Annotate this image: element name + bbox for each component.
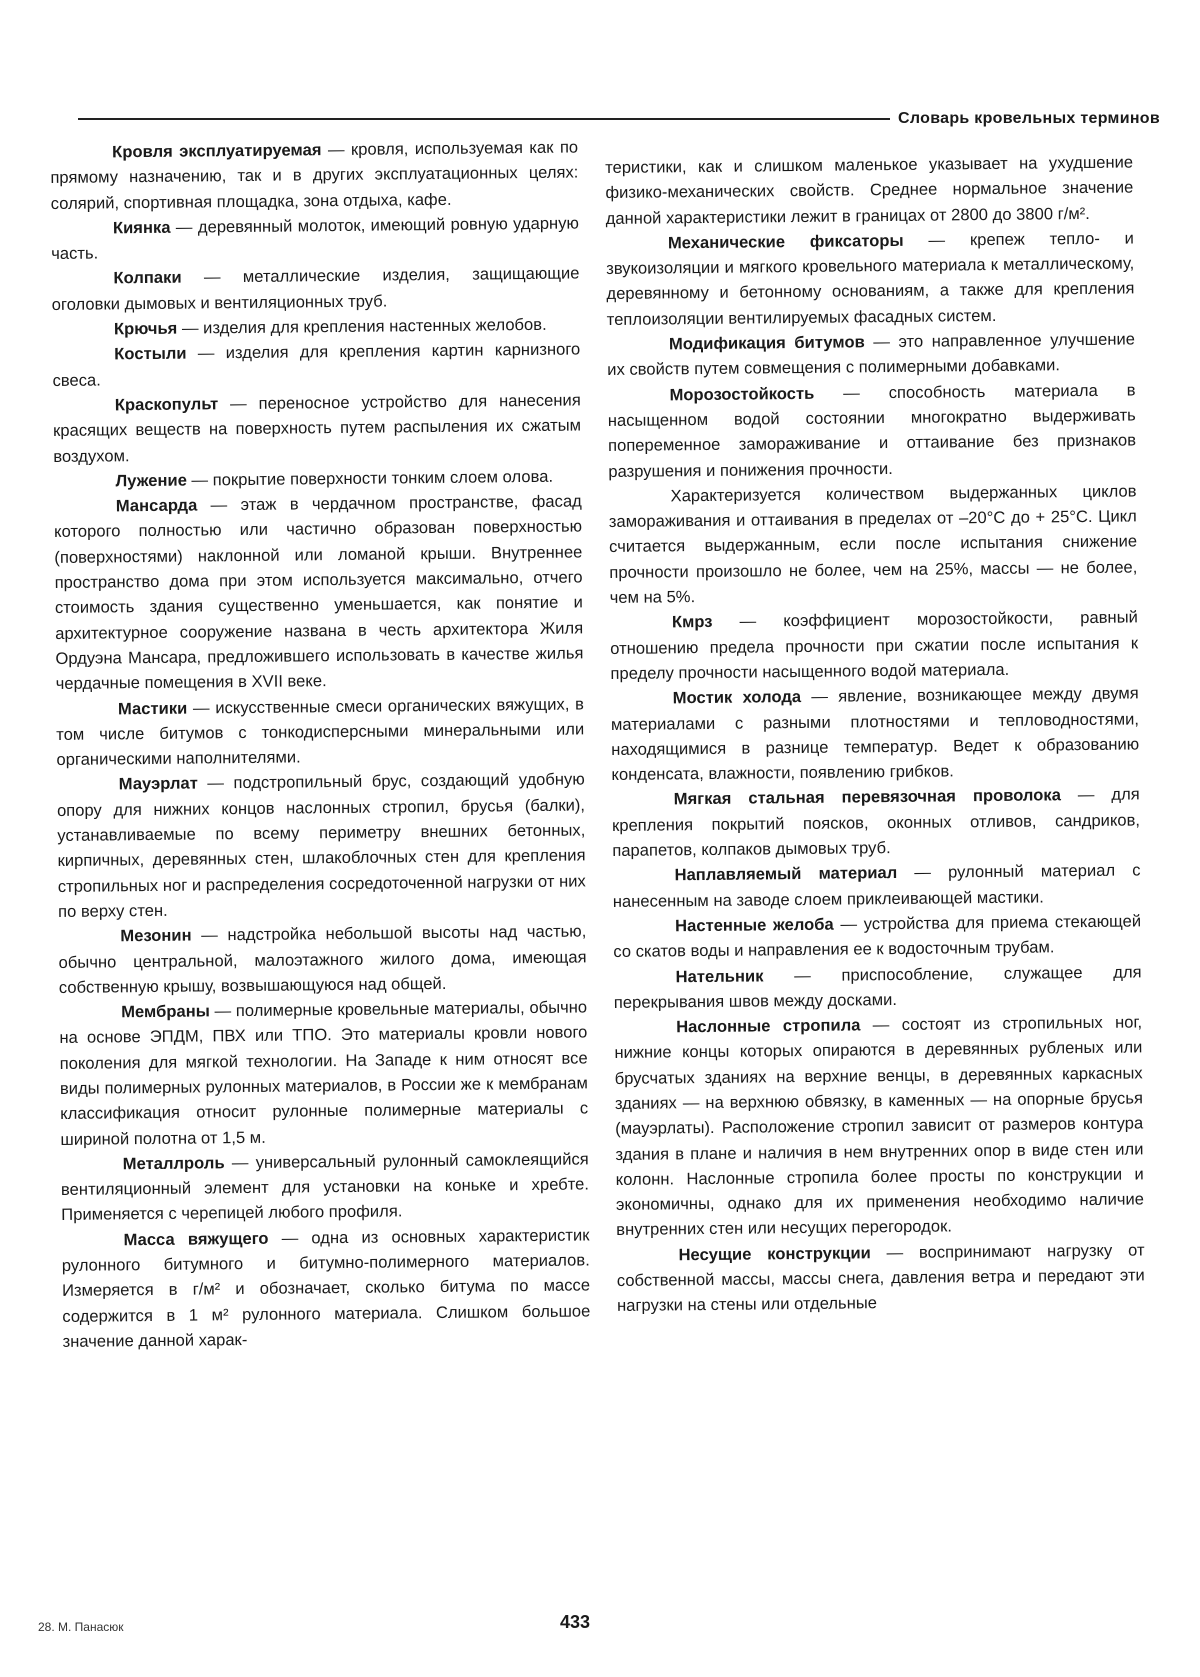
dictionary-entry <box>607 327 1136 383</box>
dictionary-entry <box>59 995 589 1152</box>
entry-definition: — это направленное улучшение их свойств путем совмещения с полимерными добавками. <box>607 329 1136 380</box>
dictionary-entry <box>51 261 580 317</box>
entry-definition: — металлические изделия, защищающие оголовки дымовых и вентиляционных труб. <box>51 263 580 314</box>
running-head: Словарь кровельных терминов <box>890 110 1160 128</box>
dictionary-entry <box>605 149 1134 230</box>
entry-definition: — рулонный материал с нанесенным на заводе слоем приклеивающей мастики. <box>612 860 1141 911</box>
entry-term: Наплавляемый материал <box>674 863 898 885</box>
dictionary-entry <box>616 1237 1145 1318</box>
entry-definition: — этаж в чердачном пространстве, фасад которого полностью или частично образован поверхностью (поверхностями) наклонной или ломаной крыши. Внутреннее пространство дома при этом используется максимально, отчего стоимость здания существенно уменьшается, как понятие и архитектурное сооружение названа в честь архитектора Жиля Ордуэна Мансара, предложившего использовать в качестве жилья чердачные помещения в XVII веке. <box>54 491 584 694</box>
entry-definition: — воспринимают нагрузку от собственной массы, массы снега, давления ветра и передают эти нагрузки на стены или отдельные <box>616 1240 1145 1316</box>
entry-term: Кмрз <box>671 612 713 632</box>
entry-term: Металлроль <box>122 1153 225 1174</box>
entry-term: Масса вяжущего <box>123 1228 269 1250</box>
entry-definition: — подстропильный брус, создающий удобную опору для нижних концов наслонных стропил, брусья (балки), устанавливаемые по всему периметру внешних бетонных, кирпичных, деревянных стен, шлакоблочных стен для крепления стропильных ног и распределения сосредоточенной нагрузки от них по верху стен. <box>56 769 586 921</box>
dictionary-entry <box>51 210 580 266</box>
dictionary-entry <box>54 489 584 697</box>
entry-definition: — кровля, используемая как по прямому назначению, так и в других эксплуатационных целях: солярий, спортивная площадка, зона отдыха, кафе. <box>50 137 579 213</box>
entry-definition: — способность материала в насыщенном водой состоянии многократно выдерживать попеременное замораживание и оттаивание без признаков разрушения и понижения прочности. <box>607 380 1137 481</box>
entry-term: Крючья <box>113 318 178 339</box>
left-column <box>50 134 591 1354</box>
entry-definition: — для крепления покрытий поясков, оконных отливов, сандриков, парапетов, колпаков дымовых труб. <box>611 784 1141 860</box>
dictionary-entry <box>608 478 1137 610</box>
entry-term: Краскопульт <box>114 394 219 415</box>
entry-term: Мостик холода <box>672 687 802 708</box>
right-column <box>605 149 1145 1318</box>
dictionary-entry <box>61 1222 590 1354</box>
footer-signature: 28. М. Панасюк <box>38 1620 124 1634</box>
dictionary-entry <box>56 691 585 772</box>
entry-definition: — покрытие поверхности тонким слоем олова. <box>186 466 554 490</box>
dictionary-entry <box>612 782 1141 863</box>
dictionary-entry <box>611 681 1140 788</box>
entry-definition: — переносное устройство для нанесения красящих веществ на поверхность путем распыления их сжатым воздухом. <box>52 390 582 466</box>
page-number: 433 <box>560 1612 591 1632</box>
entry-term: Кровля эксплуатируемая <box>112 140 322 162</box>
entry-definition: — надстройка небольшой высоты над частью, обычно центральной, малоэтажного жилого дома, имеющая собственную крышу, возвышающуюся над общей. <box>58 921 587 997</box>
entry-term: Наслонные стропила <box>676 1015 861 1037</box>
dictionary-entry <box>52 337 581 393</box>
entry-definition: — универсальный рулонный самоклеящийся вентиляционный элемент для установки на коньке и хребте. Применяется с черепицей любого профиля. <box>60 1149 590 1225</box>
entry-definition: — деревянный молоток, имеющий ровную ударную часть. <box>51 213 579 264</box>
dictionary-entry <box>614 1010 1144 1243</box>
entry-definition: — приспособление, служащее для перекрывания швов между досками. <box>613 961 1142 1012</box>
entry-term: Мансарда <box>115 495 198 516</box>
entry-definition: — изделия для крепления настенных желобов. <box>177 314 547 338</box>
entry-definition: Характеризуется количеством выдержанных циклов замораживания и оттаивания в пределах от –20°С до + 25°С. Цикл считается выдержанным, если после испытания снижение прочности произошло не более, чем на 25%, массы — не более, чем на 5%. <box>608 481 1138 608</box>
entry-definition: — изделия для крепления картин карнизного свеса. <box>52 339 581 390</box>
entry-definition: — полимерные кровельные материалы, обычно на основе ЭПДМ, ПВХ или ТПО. Это материалы кровли нового поколения для мягкой технологии. На Западе к ним относят все виды полимерных рулонных материалов, в России же к мембранам классификация относит рулонные полимерные материалы с шириной полотна от 1,5 м. <box>59 997 589 1149</box>
entry-term: Мауэрлат <box>118 773 198 794</box>
dictionary-entry <box>61 1146 590 1227</box>
entry-term: Механические фиксаторы <box>667 230 904 253</box>
dictionary-entry <box>612 858 1141 914</box>
dictionary-entry <box>606 225 1135 332</box>
dictionary-entry <box>613 959 1142 1015</box>
entry-definition: — состоят из стропильных ног, нижние концы которых опираются в деревянных рубленых или брусчатых зданиях на верхние венцы, в деревянных каркасных зданиях — на верхнюю обвязку, в каменных — на опорные брусья (мауэрлаты). Расположение стропил зависит от размеров контура здания в плане и наличия в нем внутренних опор в виде стен или колонн. Наслонные стропила более просты по конструкции и экономичны, однако для их применения необходимо наличие внутренних стен или несущих перегородок. <box>614 1012 1145 1240</box>
entry-term: Мезонин <box>120 925 192 946</box>
entry-term: Костыли <box>114 343 187 364</box>
entry-definition: — явление, возникающее между двумя материалами с разными плотностями и тепловодностями, находящимися в разнице температур. Ведет к образованию конденсата, влажности, появлению грибков. <box>610 683 1140 785</box>
entry-definition: — крепеж тепло- и звукоизоляции и мягкого кровельного материала к металлическому, деревянному и бетонному основаниям, а также для крепления теплоизоляции вентилируемых фасадных систем. <box>606 228 1135 329</box>
entry-term: Настенные желоба <box>674 914 834 936</box>
entry-definition: теристики, как и слишком маленькое указывает на ухудшение физико-механических свойств. Среднее нормальное значение данной характеристики лежит в границах от 2800 до 3800 г/м². <box>605 152 1134 228</box>
entry-term: Мембраны <box>121 1001 210 1022</box>
entry-term: Нательник <box>675 965 764 986</box>
entry-term: Колпаки <box>113 268 182 288</box>
entry-term: Модификация битумов <box>668 332 865 354</box>
entry-definition: — коэффициент морозостойкости, равный отношению предела прочности при сжатии после испытания к пределу прочности насыщенного водой материала. <box>610 607 1139 683</box>
entry-term: Мягкая стальная перевязочная проволока <box>673 785 1061 809</box>
dictionary-entry <box>613 908 1142 964</box>
dictionary-entry <box>57 767 587 924</box>
dictionary-entry <box>58 919 587 1000</box>
entry-term: Мастики <box>117 698 188 718</box>
entry-term: Несущие конструкции <box>678 1243 871 1265</box>
entry-definition: — одна из основных характеристик рулонного битумного и битумно-полимерного материалов. Измеряется в г/м² и обозначает, сколько битума по массе содержится в 1 м² рулонного материала. Слишком большое значение данной харак- <box>61 1225 591 1351</box>
entry-term: Киянка <box>112 217 171 238</box>
entry-term: Лужение <box>115 470 187 491</box>
entry-definition: — устройства для приема стекающей со скатов воды и направления ее к водосточным трубам. <box>613 911 1142 962</box>
dictionary-entry <box>50 134 579 215</box>
entry-term: Морозостойкость <box>669 383 815 405</box>
dictionary-entry <box>607 377 1136 484</box>
dictionary-entry <box>610 605 1139 686</box>
entry-definition: — искусственные смеси органических вяжущих, в том числе битумов с тонкодисперсными минеральными или органическими наполнителями. <box>56 693 585 770</box>
dictionary-entry <box>53 387 582 468</box>
